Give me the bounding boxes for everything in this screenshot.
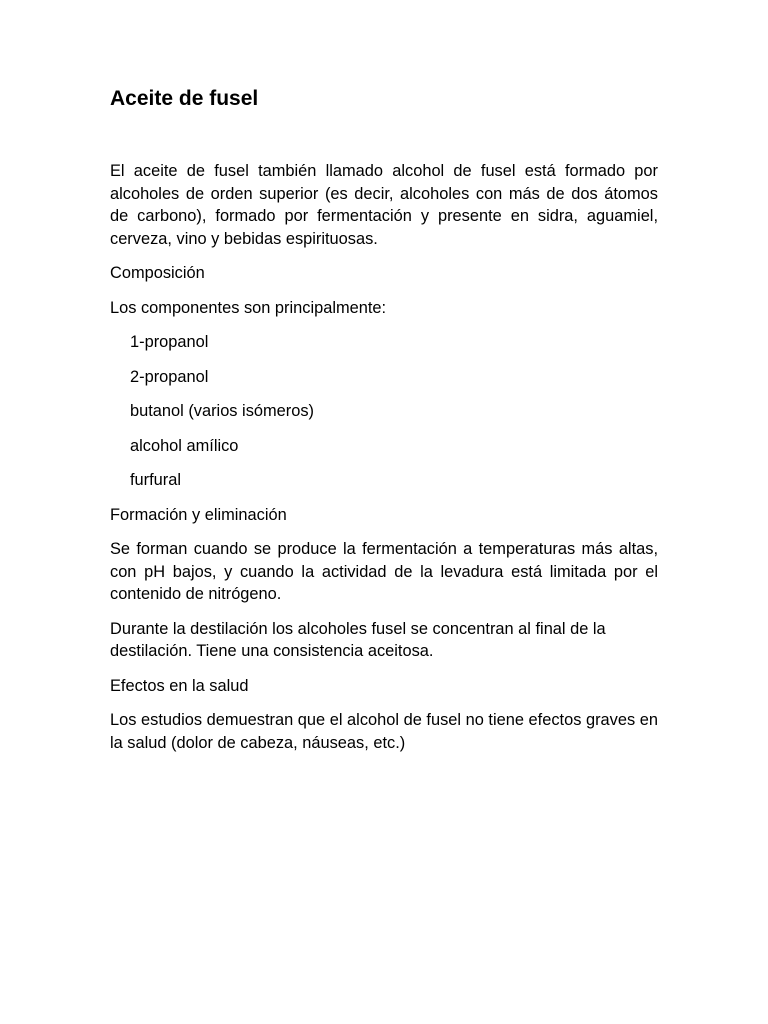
document-body [110,160,658,766]
list-item: furfural [130,471,182,489]
list-item: 2-propanol [130,367,209,386]
components-list [110,331,658,492]
health-paragraph: Los estudios demuestran que el alcohol de fusel no tiene efectos graves en la salud (dolor de cabeza, náuseas, etc.) [110,711,658,752]
composition-heading: Composición [110,264,205,282]
formation-paragraph-2: Durante la destilación los alcoholes fusel se concentran al final de la destilación. Tiene una consistencia aceitosa. [110,619,606,660]
health-heading: Efectos en la salud [110,676,249,695]
list-item: alcohol amílico [130,436,239,455]
document-title: Aceite de fusel [110,87,259,110]
intro-paragraph: El aceite de fusel también llamado alcohol de fusel está formado por alcoholes de orden superior (es decir, alcoholes con más de dos átomos de carbono), formado por fermentación y presente en sidra, aguamiel, cerveza, vino y bebidas espirituosas. [110,162,658,248]
formation-paragraph-1: Se forman cuando se produce la fermentación a temperaturas más altas, con pH bajos, y cuando la actividad de la levadura está limitada por el contenido de nitrógeno. [110,540,658,603]
composition-lead: Los componentes son principalmente: [110,298,387,317]
list-item: butanol (varios isómeros) [130,402,315,420]
formation-heading: Formación y eliminación [110,505,287,524]
list-item: 1-propanol [130,333,209,351]
